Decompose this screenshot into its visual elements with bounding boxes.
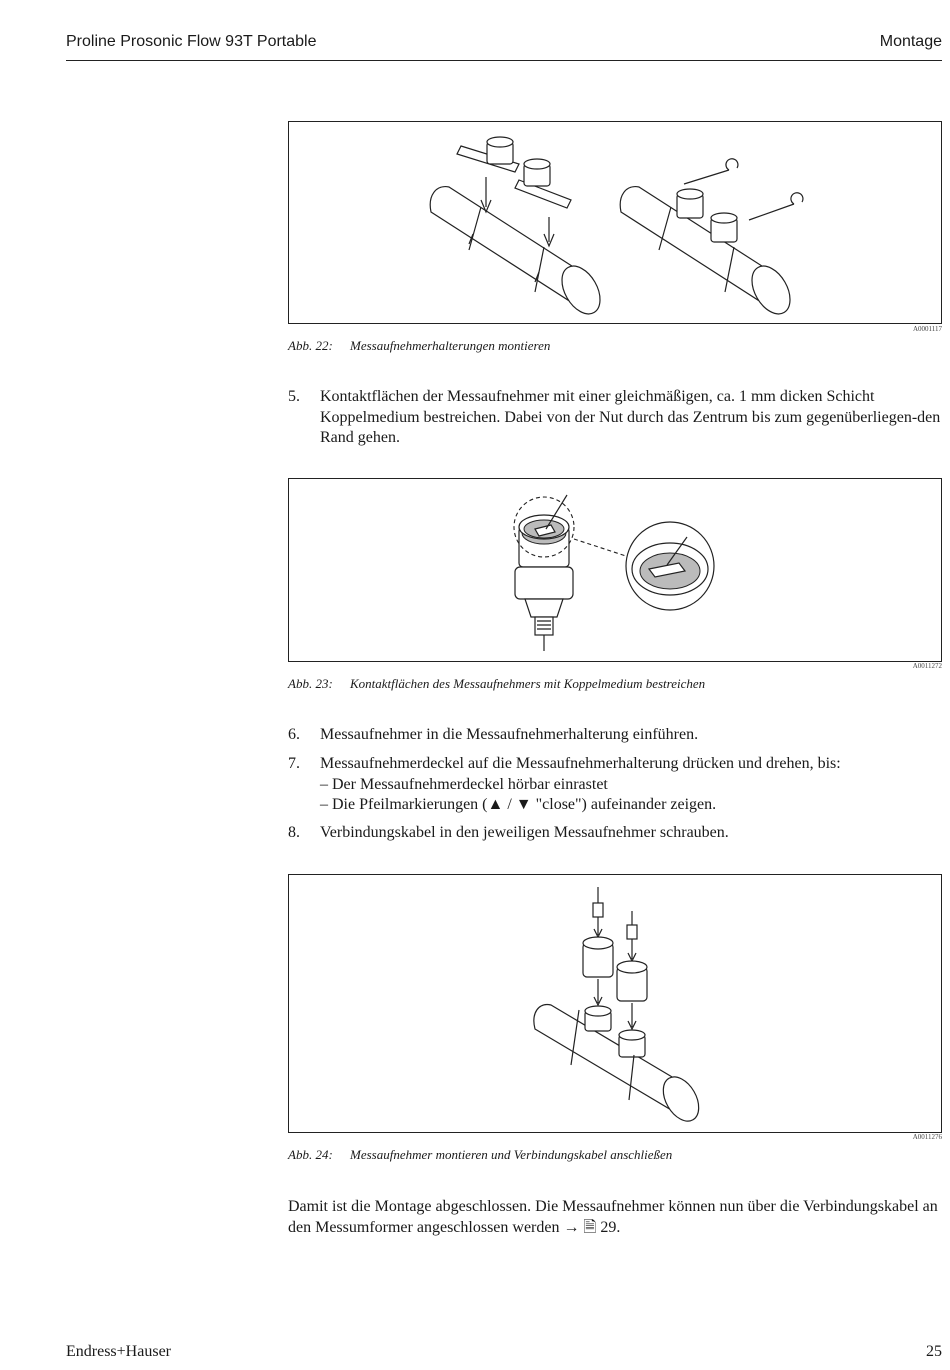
- figure-24-caption-text: Messaufnehmer montieren und Verbindungskabel anschließen: [350, 1147, 673, 1162]
- figure-22-caption-text: Messaufnehmerhalterungen montieren: [350, 338, 551, 353]
- step-6-number: 6.: [288, 726, 300, 743]
- figure-22-caption: [288, 338, 550, 354]
- figure-24-code: A0011276: [912, 1133, 942, 1141]
- figure-23-number: Abb. 23:: [288, 676, 333, 691]
- step-5-text: Kontaktflächen der Messaufnehmer mit einer gleichmäßigen, ca. 1 mm dicken Schicht Koppelmedium bestreichen. Dabei von der Nut durch das Zentrum bis zum gegenüberliegen-den Rand gehen.: [320, 388, 941, 446]
- figure-24-number: Abb. 24:: [288, 1147, 333, 1162]
- figure-23-illustration: [288, 478, 942, 662]
- step-7: [288, 754, 942, 816]
- step-5-number: 5.: [288, 388, 300, 405]
- sensor-cable-illustration: [289, 875, 941, 1132]
- figure-24-caption: [288, 1147, 672, 1163]
- document-title: Proline Prosonic Flow 93T Portable: [66, 33, 317, 50]
- pipe-mount-illustration: [289, 122, 941, 323]
- step-8-number: 8.: [288, 824, 300, 841]
- figure-23-caption: [288, 676, 705, 692]
- step-8-text: Verbindungskabel in den jeweiligen Messaufnehmer schrauben.: [320, 824, 729, 841]
- company-name: Endress+Hauser: [66, 1343, 171, 1360]
- step-6: [288, 725, 942, 746]
- figure-22-illustration: [288, 121, 942, 324]
- step-7-number: 7.: [288, 755, 300, 772]
- closing-paragraph: Damit ist die Montage abgeschlossen. Die Messaufnehmer können nun über die Verbindungskabel an den Messumformer angeschlossen werden → 🗎 29.: [288, 1198, 938, 1236]
- header-divider: [66, 60, 942, 61]
- figure-24-illustration: [288, 874, 942, 1133]
- step-8: [288, 823, 942, 844]
- step-7-subitem: – Die Pfeilmarkierungen (▲ / ▼ "close") aufeinander zeigen.: [320, 796, 717, 813]
- step-6-text: Messaufnehmer in die Messaufnehmerhalterung einführen.: [320, 726, 699, 743]
- step-5: [288, 387, 942, 449]
- figure-22-code: A0001117: [912, 325, 942, 333]
- page-number: 25: [926, 1343, 942, 1360]
- step-7-subitem: – Der Messaufnehmerdeckel hörbar einrastet: [320, 775, 608, 793]
- figure-23-code: A0011272: [912, 662, 942, 670]
- figure-22-number: Abb. 22:: [288, 338, 333, 353]
- figure-23-caption-text: Kontaktflächen des Messaufnehmers mit Koppelmedium bestreichen: [350, 676, 706, 691]
- step-7-text: Messaufnehmerdeckel auf die Messaufnehmerhalterung drücken und drehen, bis:: [320, 755, 841, 772]
- section-title: Montage: [879, 33, 942, 50]
- sensor-coupling-illustration: [289, 479, 941, 661]
